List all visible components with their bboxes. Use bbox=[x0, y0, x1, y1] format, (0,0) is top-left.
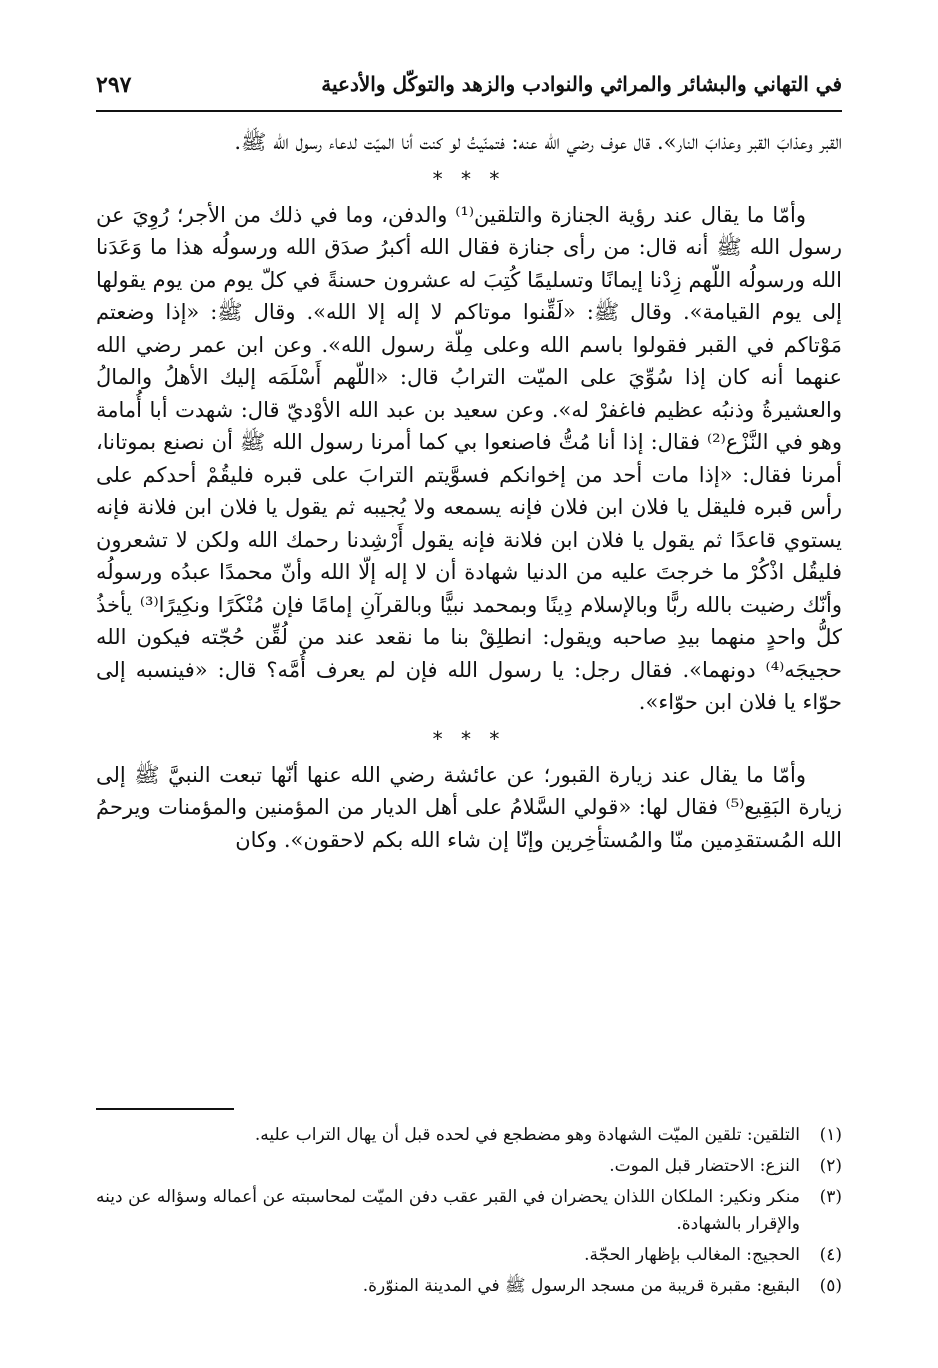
footnote-text: الحجيج: المغالب بإظهار الحجّة. bbox=[584, 1245, 800, 1265]
paragraph-3: وأمّا ما يقال عند زيارة القبور؛ عن عائشة رضي الله عنها أنّها تبعت النبيَّ ﷺ إلى زيارة البَقِيع⁽⁵⁾ فقال لها: «قولي السَّلامُ على أهل الديار من المؤمنين والمؤمنات ويرحمُ الله المُستقدِمين منّا والمُستأخِرين وإنّا إن شاء الله بكم لاحقون». وكان bbox=[96, 762, 842, 852]
footnote-number: (٤) bbox=[819, 1245, 842, 1265]
footnote-item bbox=[96, 1184, 842, 1238]
footnote-text: التلقين: تلقين الميّت الشهادة وهو مضطجع في لحده قبل أن يهال التراب عليه. bbox=[254, 1125, 800, 1145]
footnote-number: (٥) bbox=[819, 1276, 842, 1296]
paragraph-1: القبر وعذابَ القبر وعذابَ النار». قال عوف رضي الله عنه: فتمنّيتُ لو كنت أنا الميّت لدعاء رسول الله ﷺ. bbox=[234, 130, 842, 154]
footnote-number: (٢) bbox=[819, 1156, 842, 1176]
footnote-number: (٣) bbox=[819, 1187, 842, 1207]
footnote-item bbox=[96, 1122, 842, 1149]
footnote-item bbox=[96, 1153, 842, 1180]
section-separator-2: * * * bbox=[432, 726, 506, 751]
section-separator-1: * * * bbox=[432, 166, 506, 191]
footnote-divider bbox=[96, 1108, 234, 1110]
footnote-text: منكر ونكير: الملكان اللذان يحضران في القبر عقب دفن الميّت لمحاسبته عن أعماله وسؤاله عن دينه والإقرار بالشهادة. bbox=[96, 1187, 800, 1234]
running-title: في التهاني والبشائر والمراثي والنوادب والزهد والتوكّل والأدعية bbox=[321, 72, 842, 96]
footnote-number: (١) bbox=[819, 1125, 842, 1145]
page-number: ٢٩٧ bbox=[96, 72, 132, 98]
page-header bbox=[96, 62, 842, 112]
paragraph-2: وأمّا ما يقال عند رؤية الجنازة والتلقين⁽¹⁾ والدفن، وما في ذلك من الأجر؛ رُوِيَ عن رسول الله ﷺ أنه قال: من رأى جنازة فقال الله أكبرُ صدَق الله ورسولُه هذا ما وَعَدَنا الله ورسولُه اللّهم زِدْنا إيمانًا وتسليمًا كُتِبَ له عشرون حسنةً في كلّ يوم من يوم يقولها إلى يوم القيامة». وقال ﷺ: «لَقِّنوا موتاكم لا إله إلا الله». وقال ﷺ: «إذا وضعتم مَوْتاكم في القبر فقولوا باسم الله وعلى مِلّة رسول الله». وعن ابن عمر رضي الله عنهما أنه كان إذا سُوِّيَ على الميّت الترابُ قال: «اللّهم أَسْلَمَه إليك الأهلُ والمالُ والعشيرةُ وذنبُه عظيم فاغفرْ له». وعن سعيد بن عبد الله الأوْديّ قال: شهدت أبا أُمامة وهو في النَّزْع⁽²⁾ فقال: إذا أنا مُتُّ فاصنعوا بي كما أمرنا رسول الله ﷺ أن نصنع بموتانا، أمرنا فقال: «إذا مات أحد من إخوانكم فسوَّيتم الترابَ على قبره فليقُمْ أحدكم على رأس قبره فليقل يا فلان ابن فلان فإنه يسمعه ولا يُجيبه ثم يقول يا فلان ابن فلانة فإنه يستوي قاعدًا ثم يقول يا فلان ابن فلانة فإنه يقول أَرْشِدنا رحمك الله ولكن لا تشعرون فليقُل اذْكُرْ ما خرجتَ عليه من الدنيا شهادة أن لا إله إلّا الله وأنّ محمدًا عبدُه ورسولُه وأنّك رضيت بالله ربًّا وبالإسلام دِينًا وبمحمد نبيًّا وبالقرآنِ إمامًا فإن مُنْكَرًا ونكِيرًا⁽³⁾ يأخذُ كلُّ واحدٍ منهما بيدِ صاحبه ويقول: انطلِقْ بنا ما نقعد عند من لُقِّن حُجّته فيكون الله حجيجَه⁽⁴⁾ دونهما». فقال رجل: يا رسول الله فإن لم يعرف أُمَّه؟ قال: «فينسبه إلى حوّاء يا فلان ابن حوّاء». bbox=[96, 202, 843, 714]
footnote-text: البقيع: مقبرة قريبة من مسجد الرسول ﷺ في المدينة المنوّرة. bbox=[362, 1276, 800, 1296]
footnote-text: النزع: الاحتضار قبل الموت. bbox=[609, 1156, 800, 1176]
main-text bbox=[96, 126, 842, 856]
footnote-item bbox=[96, 1242, 842, 1269]
footnotes-list bbox=[96, 1122, 842, 1304]
footnote-item bbox=[96, 1273, 842, 1300]
